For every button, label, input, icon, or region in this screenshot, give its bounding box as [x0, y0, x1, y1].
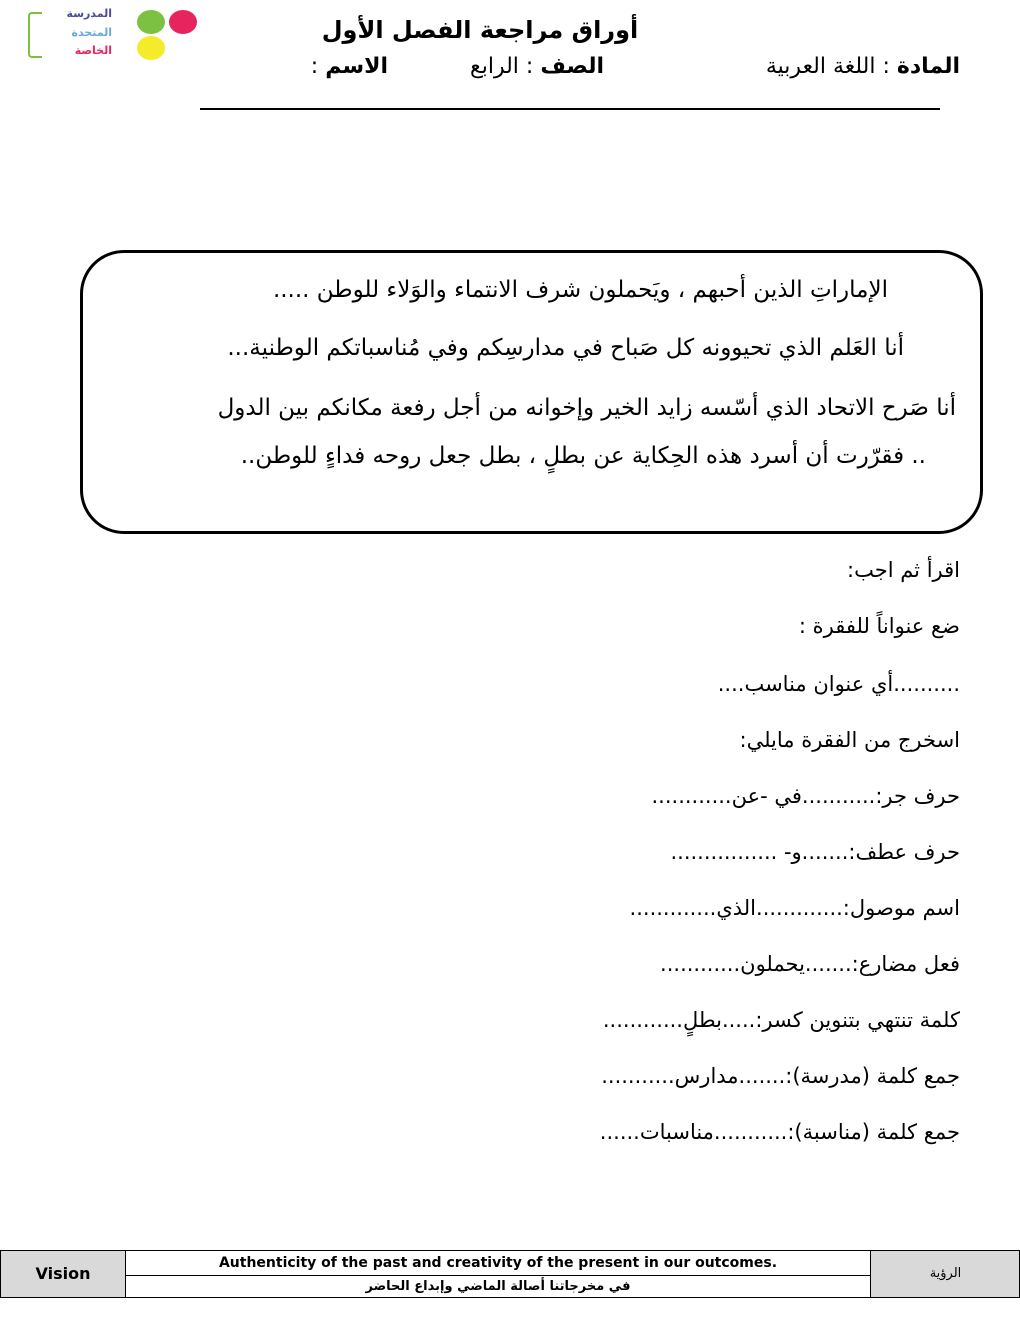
question-title: ضع عنواناً للفقرة :	[798, 614, 960, 638]
name-underline	[200, 108, 940, 110]
logo-dot-pink	[169, 10, 197, 34]
logo-mark	[28, 12, 42, 58]
logo-text-line2: المتحدة	[71, 26, 112, 39]
name-value: :	[310, 54, 326, 79]
page-title: أوراق مراجعة الفصل الأول	[321, 16, 639, 44]
extract-item: حرف جر:...........في -عن............	[651, 784, 960, 808]
name-label: الاسم	[325, 54, 388, 79]
vision-statement-en: Authenticity of the past and creativity of the present in our outcomes.	[126, 1251, 870, 1276]
vision-label-ar: الرؤية	[870, 1251, 1020, 1297]
passage-line-1: الإماراتِ الذين أحبهم ، ويَحملون شرف الانتماء والوَلاء للوطن .....	[272, 277, 888, 303]
student-name-info	[311, 54, 388, 79]
extract-item: كلمة تنتهي بتنوين كسر:.....بطلٍ............	[602, 1008, 960, 1032]
subject-value: : اللغة العربية	[765, 54, 897, 79]
vision-label-en: Vision	[1, 1251, 126, 1297]
answer-title: ..........أي عنوان مناسب....	[717, 672, 960, 696]
logo-dot-green	[137, 10, 165, 34]
extract-item: فعل مضارع:.......يحملون............	[660, 952, 960, 976]
logo-dot-yellow	[137, 36, 165, 60]
extract-item: جمع كلمة (مدرسة):.......مدارس...........	[601, 1064, 960, 1088]
extract-item: حرف عطف:.......و- ................	[670, 840, 960, 864]
grade-value: : الرابع	[470, 54, 541, 79]
logo-text-line1: المدرسة	[66, 7, 112, 20]
instruction-text: اقرأ ثم اجب:	[847, 558, 960, 582]
extract-item: جمع كلمة (مناسبة):...........مناسبات......	[599, 1120, 960, 1144]
grade-label: الصف	[540, 54, 604, 79]
grade-info	[470, 54, 604, 79]
vision-footer	[0, 1250, 1020, 1298]
passage-box	[80, 250, 983, 534]
school-logo	[22, 4, 182, 60]
subject-info	[766, 54, 960, 79]
passage-line-4: .. فقرّرت أن أسرد هذه الحِكاية عن بطلٍ ، بطل جعل روحه فداءٍ للوطن..	[240, 443, 926, 469]
logo-text-line3: الخاصة	[74, 44, 112, 57]
vision-statement-ar: في مخرجاتنا أصالة الماضي وإبداع الحاضر	[365, 1279, 631, 1294]
question-extract: اسخرج من الفقرة مايلي:	[739, 728, 960, 752]
vision-statement	[126, 1251, 870, 1297]
extract-item: اسم موصول:.............الذي.............	[629, 896, 960, 920]
subject-label: المادة	[896, 54, 960, 79]
passage-line-2: أنا العَلم الذي تحيوونه كل صَباح في مدارسِكم وفي مُناسباتكم الوطنية...	[227, 335, 904, 361]
passage-line-3: أنا صَرح الاتحاد الذي أسّسه زايد الخير وإخوانه من أجل رفعة مكانكم بين الدول	[217, 395, 956, 421]
